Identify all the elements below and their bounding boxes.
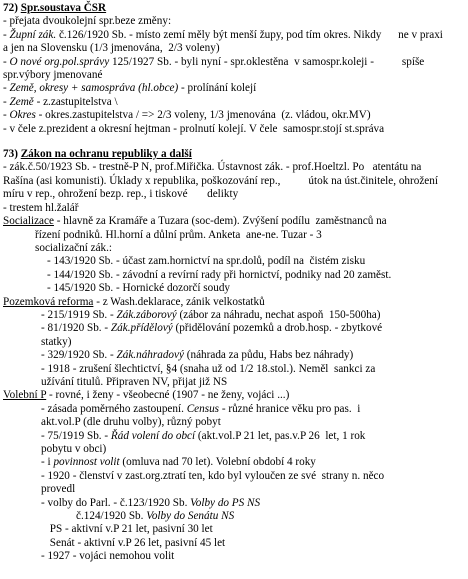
text-line [3,456,465,469]
text-run: - 144/1920 Sb. - závodní a revírní rady při hornictví, podniky nad 20 zaměst. [47,268,392,281]
text-run: - [3,95,10,108]
text-line [3,96,465,109]
text-run: - z.zastupitelstva \ [33,95,118,108]
text-line [3,123,465,136]
text-run: - okres.zastupitelstva / => 2/3 voleny, 1/3 jmenována (z. vládou, okr.MV) [35,109,371,122]
section-73-heading [3,148,465,161]
text-run: - 75/1919 Sb. - [41,429,111,442]
text-run: Okres [9,109,36,122]
text-run: - z Wash.deklarace, zánik velkostatků [93,295,265,308]
text-line [3,523,465,536]
text-run: Země, okresy + samospráva (hl.obce) [9,82,179,95]
text-line [3,349,465,362]
text-line [3,229,465,242]
text-run: provedl [41,483,76,496]
text-run: - zák.č.50/1923 Sb. - trestně-P N, prof.Miřička. Ústavnost zák. - prof.Hoeltzl. Po atentátu na [3,161,422,174]
text-run: - různé hranice věku pro pas. i [219,402,361,415]
text-line [3,510,465,523]
text-run: 125/1927 Sb. - byli nyní - spr.oklestěna v samospr.koleji - spíše [109,55,425,68]
text-run: - prolínání kolejí [178,82,257,95]
text-run: statky) [41,335,72,348]
text-run: Zák.přídělový [110,322,173,335]
text-run: a jen na Slovensku (1/3 jmenována, 2/3 voleny) [3,42,220,55]
text-line [3,537,465,550]
text-run: - rovné, i ženy - všeobecné (1907 - ne ženy, vojáci ...) [46,389,290,402]
text-run: (zábor za náhradu, nechat aspoň 150-500ha) [176,308,381,321]
text-run: (omluva nad 70 let). Volební období 4 roky [119,456,316,469]
text-line [3,282,465,295]
text-line [3,430,465,443]
text-run: - hlavně za Kramáře a Tuzara (soc-dem). Zvýšení podílu zaměstnanců na [53,215,387,228]
text-line [3,497,465,510]
text-run: Řád volení do obcí [110,429,196,442]
text-line [3,416,465,429]
text-run: akt.vol.P (dle druhu volby), různý pobyt [41,416,221,429]
text-line [3,175,465,188]
text-run: O nové org.pol.správy [9,55,110,68]
text-run: - 1927 - vojáci nemohou volit [41,550,175,563]
text-line [3,29,465,42]
text-run: (akt.vol.P 21 let, pas.v.P 26 let, 1 rok [195,429,366,442]
text-run: Senát - aktivní v.P 26 let, pasivní 45 let [47,536,226,549]
text-run: - volby do Parl. - č.123/1920 Sb. [41,496,191,509]
text-run: - [3,109,10,122]
text-line [3,82,465,95]
text-run: užívání titulů. Připraven NV, přijat již NS [41,375,228,388]
text-line [3,56,465,69]
text-line [3,69,465,82]
text-run: č.124/1920 Sb. [76,510,147,523]
text-run: - 145/1920 Sb. - Hornické dozorčí soudy [47,282,231,295]
text-line [3,242,465,255]
text-line [3,389,465,402]
text-run: Census [186,402,220,415]
text-run: Zák.náhradový [116,349,184,362]
text-line [3,483,465,496]
text-line [3,550,465,563]
text-line [3,188,465,201]
text-run: socializační zák.: [35,241,113,254]
text-line [3,376,465,389]
text-run: Pozemková reforma [3,295,94,308]
section-73-title: Zákon na ochranu republiky a další [20,148,192,161]
text-run: Volby do PS NS [190,496,261,509]
section-72-body [3,15,465,136]
text-line [3,269,465,282]
text-run: č.126/1920 Sb. - místo zemí měly být menší župy, pod tím okres. Nikdy ne v praxi [56,28,443,41]
text-run: Župní zák. [9,28,57,41]
text-run: PS - aktivní v.P 21 let, pasivní 30 let [47,523,213,536]
text-run: řízení podniků. Hl.horní a důlní prům. Anketa ane-ne. Tuzar - 3 [35,228,322,241]
text-run: Volební P [3,389,47,402]
text-run: - 1918 - zrušení šlechtictví, §4 (snaha už od 1/2 18.stol.). Neměl sankci za [41,362,376,375]
text-run: - [3,55,10,68]
text-line [3,161,465,174]
text-run: - přejata dvoukolejní spr.beze změny: [3,15,172,28]
section-72-title: Spr.soustava ČSR [20,2,107,14]
text-line [3,15,465,28]
text-run: - i [41,456,54,469]
text-run: míru v rep., ohrožení bezp. rep., i tiskové delikty [3,188,239,201]
text-line [3,296,465,309]
text-line [3,322,465,335]
text-run: (přidělování pozemků a drob.hosp. - zbytkové [172,322,383,335]
text-line [3,202,465,215]
text-run: - trestem hl.žalář [3,201,79,214]
text-run: Rašína (asi komunisti). Úklady x republika, poškozování rep., útok na úst.činitele, ohrožení [3,174,438,187]
text-line [3,443,465,456]
text-line [3,42,465,55]
text-run: Zák.záborový [116,308,177,321]
text-run: - [3,82,10,95]
text-run: povinnost volit [53,456,120,469]
text-run: - zásada poměrného zastoupení. [41,402,187,415]
text-run: - [3,28,10,41]
text-run: Volby do Senátu NS [146,510,235,523]
section-72-heading [3,2,465,15]
text-line [3,403,465,416]
text-line [3,309,465,322]
text-run: - 1920 - členství v zast.org.ztratí ten, kdo byl vyloučen ze své strany n. něco [41,469,385,482]
text-line [3,255,465,268]
text-line [3,336,465,349]
text-run: - 329/1920 Sb. - [41,349,117,362]
text-run: - 81/1920 Sb. - [41,322,111,335]
text-line [3,109,465,122]
text-line [3,215,465,228]
section-73-body [3,161,465,563]
text-run: - v čele z.prezident a okresní hejtman - prolnutí kolejí. V čele samospr.stojí st.správa [3,122,385,135]
text-run: Země [9,95,34,108]
section-73-number: 73) [3,148,18,161]
text-run: spr.výbory jmenované [3,69,103,82]
text-run: - 143/1920 Sb. - účast zam.hornictví na spr.dolů, podíl na čistém zisku [47,255,366,268]
text-run: pobytu v obci) [41,443,107,455]
section-gap [3,136,465,148]
text-run: Socializace [3,215,54,228]
text-line [3,470,465,483]
text-line [3,363,465,376]
text-run: - 215/1919 Sb. - [41,308,117,321]
section-72-number: 72) [3,2,18,14]
text-run: (náhrada za půdu, Habs bez náhrady) [183,349,354,362]
